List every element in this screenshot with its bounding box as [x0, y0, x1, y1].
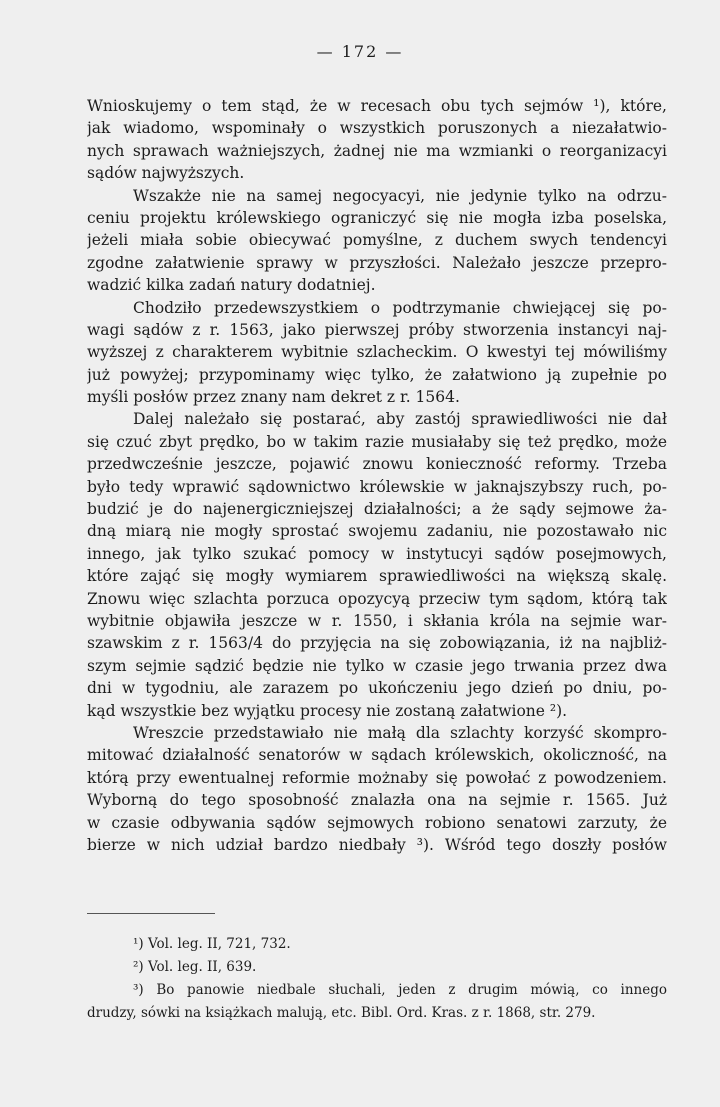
text-line: którą przy ewentualnej reformie możnaby się powołać z powodzeniem.: [87, 768, 667, 787]
text-line: jeżeli miała sobie obiecywać pomyślne, z duchem swych tendencyi: [87, 231, 667, 250]
text-line: ceniu projektu królewskiego ograniczyć się nie mogła izba poselska,: [87, 208, 667, 227]
text-line: było tedy wprawić sądownictwo królewskie w jaknajszybszy ruch, po-: [87, 477, 667, 496]
text-line: wyższej z charakterem wybitnie szlacheckim. O kwestyi tej mówiliśmy: [87, 343, 667, 362]
text-line: mitować działalność senatorów w sądach królewskich, okoliczność, na: [87, 746, 667, 765]
text-line: które zająć się mogły wymiarem sprawiedliwości na większą skalę.: [87, 567, 667, 586]
text-line: wadzić kilka zadań natury dodatniej.: [87, 276, 376, 295]
text-line: Dalej należało się postarać, aby zastój sprawiedliwości nie dał: [133, 410, 667, 429]
text-line: w czasie odbywania sądów sejmowych robiono senatowi zarzuty, że: [87, 813, 667, 832]
text-line: myśli posłów przez znany nam dekret z r. 1564.: [87, 388, 460, 407]
footnote: ³) Bo panowie niedbale słuchali, jeden z drugim mówią, co innego: [133, 982, 667, 998]
text-line: szawskim z r. 1563/4 do przyjęcia na się zobowiązania, iż na najbliż-: [87, 634, 667, 653]
text-line: jak wiadomo, wspominały o wszystkich poruszonych a niezałatwio-: [87, 119, 667, 138]
footnote-divider: [87, 913, 215, 914]
text-line: Wnioskujemy o tem stąd, że w recesach obu tych sejmów ¹), które,: [87, 97, 667, 115]
footnotes: [87, 933, 667, 1025]
text-line: innego, jak tylko szukać pomocy w instytucyi sądów posejmowych,: [87, 544, 667, 563]
text-line: dną miarą nie mogły sprostać swojemu zadaniu, nie pozostawało nic: [87, 522, 667, 541]
paragraph: [87, 722, 667, 856]
text-line: Wyborną do tego sposobność znalazła ona na sejmie r. 1565. Już: [87, 791, 667, 810]
text-line: bierze w nich udział bardzo niedbały ³). Wśród tego doszły posłów: [87, 835, 667, 854]
footnote: ¹) Vol. leg. II, 721, 732.: [133, 936, 291, 952]
text-line: dni w tygodniu, ale zarazem po ukończeniu jego dzień po dniu, po-: [87, 679, 667, 698]
text-line: szym sejmie sądzić będzie nie tylko w czasie jego trwania przez dwa: [87, 656, 667, 675]
footnote-continuation: drudzy, sówki na książkach malują, etc. Bibl. Ord. Kras. z r. 1868, str. 279.: [87, 1005, 596, 1021]
text-line: Chodziło przedewszystkiem o podtrzymanie chwiejącej się po-: [133, 298, 667, 317]
paragraph: [87, 95, 667, 185]
text-line: nych sprawach ważniejszych, żadnej nie ma wzmianki o reorganizacyi: [87, 141, 667, 160]
text-line: się czuć zbyt prędko, bo w takim razie musiałaby się też prędko, może: [87, 432, 667, 451]
body-text: [87, 95, 667, 856]
paragraph: [87, 408, 667, 721]
text-line: już powyżej; przypominamy więc tylko, że załatwiono ją zupełnie po: [87, 365, 667, 384]
text-line: wagi sądów z r. 1563, jako pierwszej próby stworzenia instancyi naj-: [87, 320, 667, 339]
text-line: wybitnie objawiła jeszcze w r. 1550, i skłania króla na sejmie war-: [87, 611, 667, 630]
footnote: ²) Vol. leg. II, 639.: [133, 959, 257, 975]
text-line: kąd wszystkie bez wyjątku procesy nie zostaną załatwione ²).: [87, 701, 568, 720]
page-number: — 172 —: [316, 42, 404, 61]
text-line: budzić je do najenergiczniejszej działalności; a że sądy sejmowe ża-: [87, 500, 667, 519]
text-line: zgodne załatwienie sprawy w przyszłości. Należało jeszcze przepro-: [87, 253, 667, 272]
text-line: Wreszcie przedstawiało nie małą dla szlachty korzyść skompro-: [133, 723, 667, 742]
text-line: Wszakże nie na samej negocyacyi, nie jedynie tylko na odrzu-: [133, 186, 667, 205]
paragraph: [87, 185, 667, 297]
paragraph: [87, 297, 667, 409]
text-line: sądów najwyższych.: [87, 164, 245, 183]
text-line: Znowu więc szlachta porzuca opozycyą przeciw tym sądom, którą tak: [87, 589, 667, 608]
text-line: przedwcześnie jeszcze, pojawić znowu konieczność reformy. Trzeba: [87, 455, 667, 474]
